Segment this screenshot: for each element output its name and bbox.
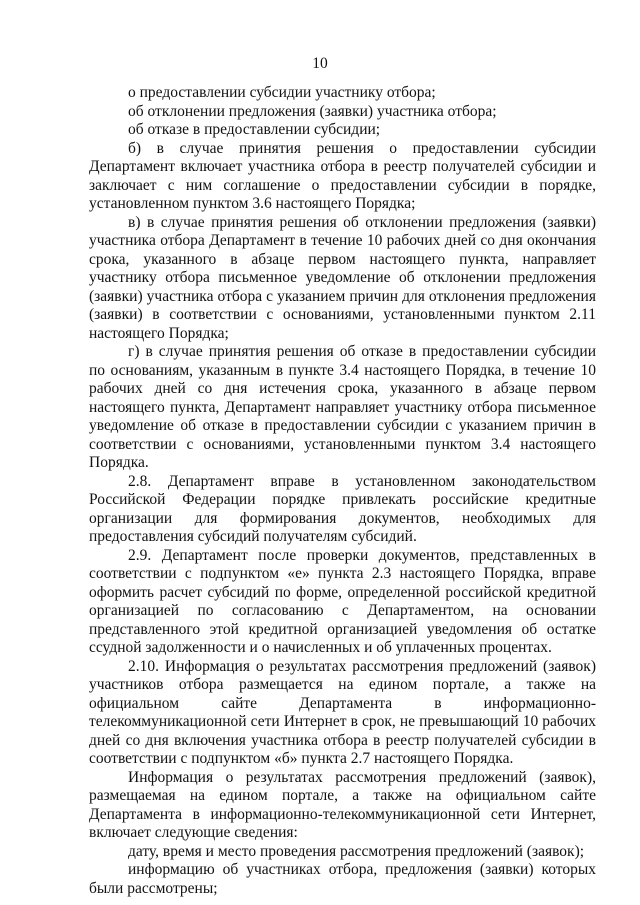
paragraph-section-2-8: 2.8. Департамент вправе в установленном законодательством Российской Федерации порядке привлекать российские кредитные организации для формирования документов, необходимых для предоставления субсидий получателям субсидий. xyxy=(89,472,596,545)
paragraph-section-2-9: 2.9. Департамент после проверки документов, представленных в соответствии с подпунктом «е» пункта 2.3 настоящего Порядка, вправе оформить расчет субсидий по форме, определенной российской кредитной организацией по согласованию с Департаментом, на основании представленного этой кредитной организацией уведомления об остатке ссудной задолженности и о начисленных и об уплаченных процентах. xyxy=(89,546,596,656)
paragraph-section-2-10: 2.10. Информация о результатах рассмотрения предложений (заявок) участников отбора размещается на едином портале, а также на официальном сайте Департамента в информационно-телекоммуникационной сети Интернет в срок, не превышающий 10 рабочих дней со дня включения участника отбора в реестр получателей субсидии в соответствии с подпунктом «б» пункта 2.7 настоящего Порядка. xyxy=(89,657,596,767)
paragraph-list-item-provision: о предоставлении субсидии участнику отбора; xyxy=(128,84,436,101)
page-number: 10 xyxy=(312,55,328,72)
paragraph-list-item-participants: информацию об участниках отбора, предложения (заявки) которых были рассмотрены; xyxy=(89,861,596,897)
paragraph-list-item-rejection: об отклонении предложения (заявки) участника отбора; xyxy=(128,102,497,120)
paragraph-list-item-date: дату, время и место проведения рассмотрения предложений (заявок); xyxy=(128,842,585,860)
paragraph-list-item-refusal: об отказе в предоставлении субсидии; xyxy=(128,121,381,138)
document-body xyxy=(89,84,596,898)
paragraph-clause-b: б) в случае принятия решения о предоставлении субсидии Департамент включает участника отбора в реестр получателей субсидии и заключает с ним соглашение о предоставлении субсидии в порядке, установленном пунктом 3.6 настоящего Порядка; xyxy=(89,139,596,212)
paragraph-info-contents: Информация о результатах рассмотрения предложений (заявок), размещаемая на едином портале, а также на официальном сайте Департамента в информационно-телекоммуникационной сети Интернет, включает следующие сведения: xyxy=(89,768,596,841)
paragraph-clause-v: в) в случае принятия решения об отклонении предложения (заявки) участника отбора Департамент в течение 10 рабочих дней со дня окончания срока, указанного в абзаце первом настоящего пункта, направляет участнику отбора письменное уведомление об отклонении предложения (заявки) участника отбора с указанием причин для отклонения предложения (заявки) в соответствии с основаниями, установленными пунктом 2.11 настоящего Порядка; xyxy=(89,213,596,342)
paragraph-clause-g: г) в случае принятия решения об отказе в предоставлении субсидии по основаниям, указанным в пункте 3.4 настоящего Порядка, в течение 10 рабочих дней со дня истечения срока, указанного в абзаце первом настоящего пункта, Департамент направляет участнику отбора письменное уведомление об отказе в предоставлении субсидии с указанием причин в соответствии с основаниями, установленными пунктом 3.4 настоящего Порядка. xyxy=(89,343,596,471)
